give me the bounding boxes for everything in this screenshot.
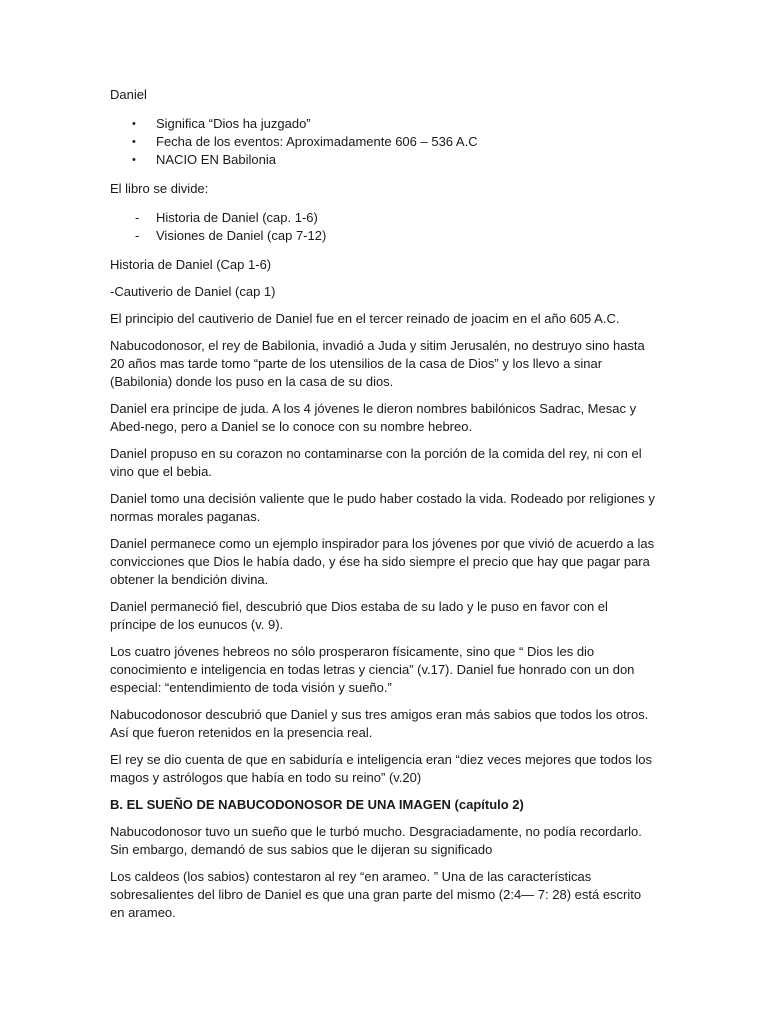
paragraph-remained-faithful: Daniel permaneció fiel, descubrió que Dios estaba de su lado y le puso en favor con el príncipe de los eunucos (v. 9).	[110, 599, 608, 632]
paragraph-brave-decision: Daniel tomo una decisión valiente que le pudo haber costado la vida. Rodeado por religiones y normas morales paganas.	[110, 491, 655, 524]
bullet-item-birthplace	[110, 151, 656, 169]
dash-marker: -	[135, 228, 140, 243]
dash-marker: -	[135, 210, 140, 225]
paragraph-ten-times-better: El rey se dio cuenta de que en sabiduría e inteligencia eran “diez veces mejores que todos los magos y astrólogos que había en todo su reino” (v.20)	[110, 752, 652, 785]
paragraph-not-defile: Daniel propuso en su corazon no contaminarse con la porción de la comida del rey, ni con el vino que el bebia.	[110, 446, 642, 479]
division-item-history	[110, 209, 656, 227]
paragraph-prince-of-juda: Daniel era príncipe de juda. A los 4 jóvenes le dieron nombres babilónicos Sadrac, Mesac y Abed-nego, pero a Daniel se lo conoce con su nombre hebreo.	[110, 401, 637, 434]
captivity-heading: -Cautiverio de Daniel (cap 1)	[110, 284, 276, 299]
bullet-item-dates	[110, 133, 656, 151]
summary-bullet-list	[110, 115, 656, 169]
paragraph-inspiring-example: Daniel permanece como un ejemplo inspirador para los jóvenes por que vivió de acuerdo a las convicciones que Dios le había dado, y ése ha sido siempre el precio que hay que pagar para obtener la bendición divina.	[110, 536, 655, 587]
bullet-icon: •	[132, 118, 136, 130]
history-heading: Historia de Daniel (Cap 1-6)	[110, 257, 272, 272]
division-item-visions	[110, 227, 656, 245]
document-title: Daniel	[110, 87, 147, 102]
division-text: Visiones de Daniel (cap 7-12)	[156, 228, 327, 243]
bullet-item-meaning	[110, 115, 656, 133]
divide-heading: El libro se divide:	[110, 181, 209, 196]
paragraph-chaldeans-aramaic: Los caldeos (los sabios) contestaron al rey “en arameo. ” Una de las características sobresalientes del libro de Daniel es que una gran parte del mismo (2:4— 7: 28) está escrito en arameo.	[110, 869, 642, 920]
bullet-icon: •	[132, 154, 136, 166]
paragraph-four-youths: Los cuatro jóvenes hebreos no sólo prosperaron físicamente, sino que “ Dios les dio conocimiento e inteligencia en todas letras y ciencia” (v.17). Daniel fue honrado con un don especial: “entendimiento de toda visión y sueño.”	[110, 644, 635, 695]
document-page	[110, 86, 656, 931]
bullet-text: Fecha de los eventos: Aproximadamente 606 – 536 A.C	[156, 134, 478, 149]
paragraph-captivity-start: El principio del cautiverio de Daniel fue en el tercer reinado de joacim en el año 605 A.C.	[110, 311, 620, 326]
division-text: Historia de Daniel (cap. 1-6)	[156, 210, 318, 225]
section-b-heading: B. EL SUEÑO DE NABUCODONOSOR DE UNA IMAGEN (capítulo 2)	[110, 797, 524, 812]
division-list	[110, 209, 656, 245]
bullet-icon: •	[132, 136, 136, 148]
paragraph-nebuchadnezzar-invasion: Nabucodonosor, el rey de Babilonia, invadió a Juda y sitim Jerusalén, no destruyo sino hasta 20 años mas tarde tomo “parte de los utensilios de la casa de Dios” y los llevo a sinar (Babilonia) donde los puso en la casa de su dios.	[110, 338, 645, 389]
bullet-text: NACIO EN Babilonia	[156, 152, 276, 167]
bullet-text: Significa “Dios ha juzgado”	[156, 116, 311, 131]
paragraph-wiser-friends: Nabucodonosor descubrió que Daniel y sus tres amigos eran más sabios que todos los otros. Así que fueron retenidos en la presencia real.	[110, 707, 649, 740]
paragraph-troubling-dream: Nabucodonosor tuvo un sueño que le turbó mucho. Desgraciadamente, no podía recordarlo. Sin embargo, demandó de sus sabios que le dijeran su significado	[110, 824, 642, 857]
